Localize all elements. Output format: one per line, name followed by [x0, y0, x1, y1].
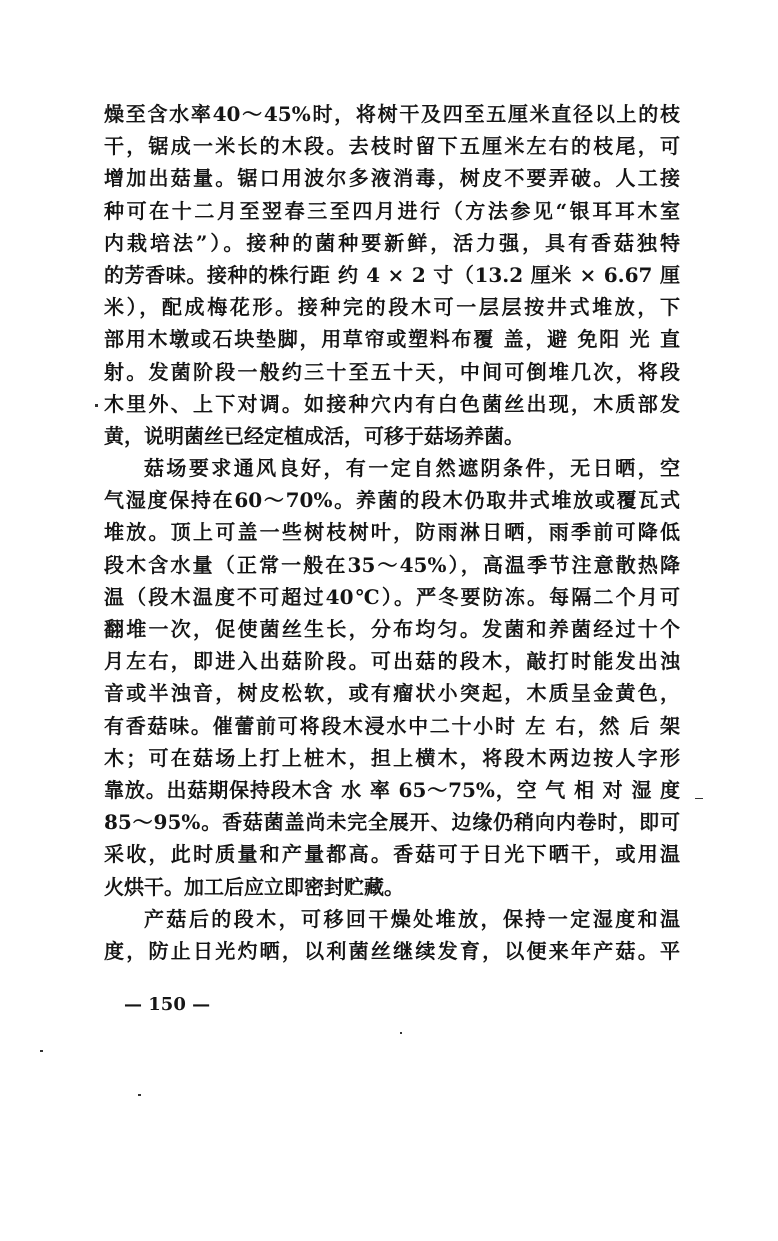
scan-speck: [138, 1094, 141, 1096]
text-line: 有香菇味。催蕾前可将段木浸水中二十小时 左 右，然 后 架: [104, 713, 680, 738]
text-line: 翻堆一次，促使菌丝生长，分布均匀。发菌和养菌经过十个: [104, 617, 680, 641]
text-line: 菇场要求通风良好，有一定自然遮阴条件，无日晒，空: [144, 456, 680, 481]
text-line: 木里外、上下对调。如接种穴内有白色菌丝出现，木质部发: [104, 391, 680, 416]
text-line: 气湿度保持在60～70%。养菌的段木仍取井式堆放或覆瓦式: [104, 488, 680, 513]
text-line: 度，防止日光灼晒，以利菌丝继续发育，以便来年产菇。平: [104, 938, 680, 963]
scan-speck: [695, 798, 703, 799]
scan-speck: [40, 1050, 43, 1052]
text-line: 射。发菌阶段一般约三十至五十天，中间可倒堆几次，将段: [104, 359, 680, 384]
text-line: 堆放。顶上可盖一些树枝树叶，防雨淋日晒，雨季前可降低: [104, 520, 680, 545]
body-text: [104, 98, 680, 967]
text-line: 内栽培法”）。接种的菌种要新鲜，活力强，具有香菇独特: [104, 230, 680, 255]
text-line: 种可在十二月至翌春三至四月进行（方法参见“银耳耳木室: [104, 198, 680, 223]
text-line: 采收，此时质量和产量都高。香菇可于日光下晒干，或用温: [104, 842, 680, 867]
text-line: 温（段木温度不可超过40℃）。严冬要防冻。每隔二个月可: [104, 584, 680, 609]
page-number: — 150 —: [124, 994, 211, 1015]
text-line: 燥至含水率40～45%时，将树干及四至五厘米直径以上的枝: [104, 102, 680, 126]
text-line: 干，锯成一米长的木段。去枝时留下五厘米左右的枝尾，可: [104, 134, 680, 159]
text-line: 靠放。出菇期保持段木含 水 率 65～75%，空 气 相 对 湿 度: [104, 777, 680, 802]
text-line: 米），配成梅花形。接种完的段木可一层层按井式堆放，下: [104, 295, 680, 320]
text-line: 木；可在菇场上打上桩木，担上横木，将段木两边按人字形: [104, 745, 680, 770]
text-line: 段木含水量（正常一般在35～45%），高温季节注意散热降: [104, 552, 680, 577]
text-line: 产菇后的段木，可移回干燥处堆放，保持一定湿度和温: [144, 906, 680, 931]
text-line: 月左右，即进入出菇阶段。可出菇的段木，敲打时能发出浊: [104, 649, 680, 674]
text-line: 增加出菇量。锯口用波尔多液消毒，树皮不要弄破。人工接: [104, 166, 680, 191]
text-line: 的芳香味。接种的株行距 约 4 × 2 寸（13.2 厘米 × 6.67 厘: [104, 262, 680, 287]
scan-speck: [95, 404, 98, 407]
text-line: 黄，说明菌丝已经定植成活，可移于菇场养菌。: [104, 423, 524, 448]
text-line: 火烘干。加工后应立即密封贮藏。: [104, 874, 404, 899]
scan-speck: [400, 1032, 402, 1034]
text-line: 音或半浊音，树皮松软，或有瘤状小突起，木质呈金黄色，: [104, 681, 680, 706]
text-line: 85～95%。香菇菌盖尚未完全展开、边缘仍稍向内卷时，即可: [104, 810, 680, 835]
text-line: 部用木墩或石块垫脚，用草帘或塑料布覆 盖，避 免阳 光 直: [104, 327, 680, 352]
